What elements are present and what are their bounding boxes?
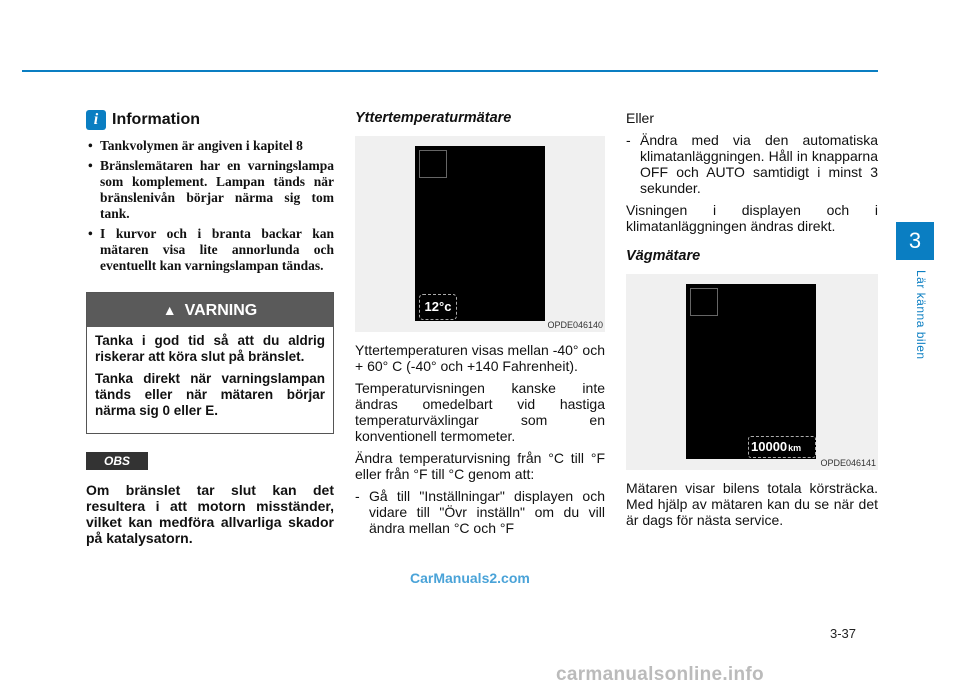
outside-temp-readout: 12°c bbox=[419, 294, 457, 320]
cluster-display bbox=[686, 284, 816, 459]
odometer-title: Vägmätare bbox=[626, 248, 701, 264]
warning-box bbox=[86, 292, 334, 434]
obs-label: OBS bbox=[86, 452, 148, 470]
display-corner-box bbox=[419, 150, 447, 178]
outside-temp-figure bbox=[355, 136, 605, 332]
warning-header bbox=[87, 293, 333, 327]
instruction-step: - Ändra med via den automatiska klimatanläggningen. Håll in knapparna OFF och AUTO samtidigt i minst 3 sekunder. bbox=[626, 132, 878, 196]
column-middle bbox=[355, 110, 605, 542]
or-label: Eller bbox=[626, 110, 655, 126]
odometer-figure bbox=[626, 274, 878, 470]
figure-caption: OPDE046141 bbox=[820, 458, 876, 468]
warning-paragraph: Tanka direkt när varningslampan tänds eller när mätaren börjar närma sig 0 eller E. bbox=[95, 371, 325, 418]
display-corner-box bbox=[690, 288, 718, 316]
warning-title: VARNING bbox=[184, 302, 258, 319]
watermark-bottom: carmanualsonline.info bbox=[556, 664, 764, 685]
warning-paragraph: Tanka i god tid så att du aldrig riskerar att köra slut på bränslet. bbox=[95, 333, 325, 364]
info-bullet: • Bränslemätaren har en varningslampa som komplement. Lampan tänds när bränslenivån börjar närma sig tom tank. bbox=[86, 158, 334, 222]
info-bullets bbox=[86, 138, 334, 274]
column-left bbox=[86, 110, 334, 546]
watermark-top: CarManuals2.com bbox=[410, 570, 530, 586]
obs-text: Om bränslet tar slut kan det resultera i att motorn misständer, vilket kan medföra allvarliga skador på katalysatorn. bbox=[86, 482, 334, 546]
info-bullet: • I kurvor och i branta backar kan mätaren visa lite annorlunda och eventuellt kan varningslampan tändas. bbox=[86, 226, 334, 274]
odometer-text: Mätaren visar bilens totala körsträcka. Med hjälp av mätaren kan du se när det är dags för nästa service. bbox=[626, 480, 878, 528]
odometer-readout bbox=[748, 436, 816, 458]
outside-temp-title: Yttertemperaturmätare bbox=[355, 110, 512, 126]
paragraph: Ändra temperaturvisning från °C till °F eller från °F till °C genom att: bbox=[355, 450, 605, 482]
paragraph: Temperaturvisningen kanske inte ändras omedelbart vid hastiga temperaturväxlingar som en konventionell termometer. bbox=[355, 380, 605, 444]
info-icon: i bbox=[86, 110, 106, 130]
info-bullet: • Tankvolymen är angiven i kapitel 8 bbox=[86, 138, 334, 154]
page-number: 3-37 bbox=[830, 626, 857, 641]
odometer-value: 10000 bbox=[751, 439, 788, 454]
odometer-unit: km bbox=[788, 443, 802, 453]
warning-body bbox=[87, 327, 333, 433]
cluster-display bbox=[415, 146, 545, 321]
instruction-step: - Gå till "Inställningar" displayen och vidare till "Övr inställn" om du vill ändra mellan °C och °F bbox=[355, 488, 605, 536]
chapter-side-label: Lär känna bilen bbox=[914, 270, 928, 360]
info-title: Information bbox=[112, 111, 200, 128]
paragraph: Visningen i displayen och i klimatanläggningen ändras direkt. bbox=[626, 202, 878, 234]
top-rule bbox=[22, 70, 878, 72]
figure-caption: OPDE046140 bbox=[547, 320, 603, 330]
info-header bbox=[86, 110, 334, 130]
outside-temp-text bbox=[355, 342, 605, 536]
column-right bbox=[626, 110, 878, 534]
warning-triangle-icon: ▲ bbox=[162, 302, 177, 318]
chapter-tab: 3 bbox=[896, 222, 934, 260]
paragraph: Yttertemperaturen visas mellan -40° och + 60° C (-40° och +140 Fahrenheit). bbox=[355, 342, 605, 374]
